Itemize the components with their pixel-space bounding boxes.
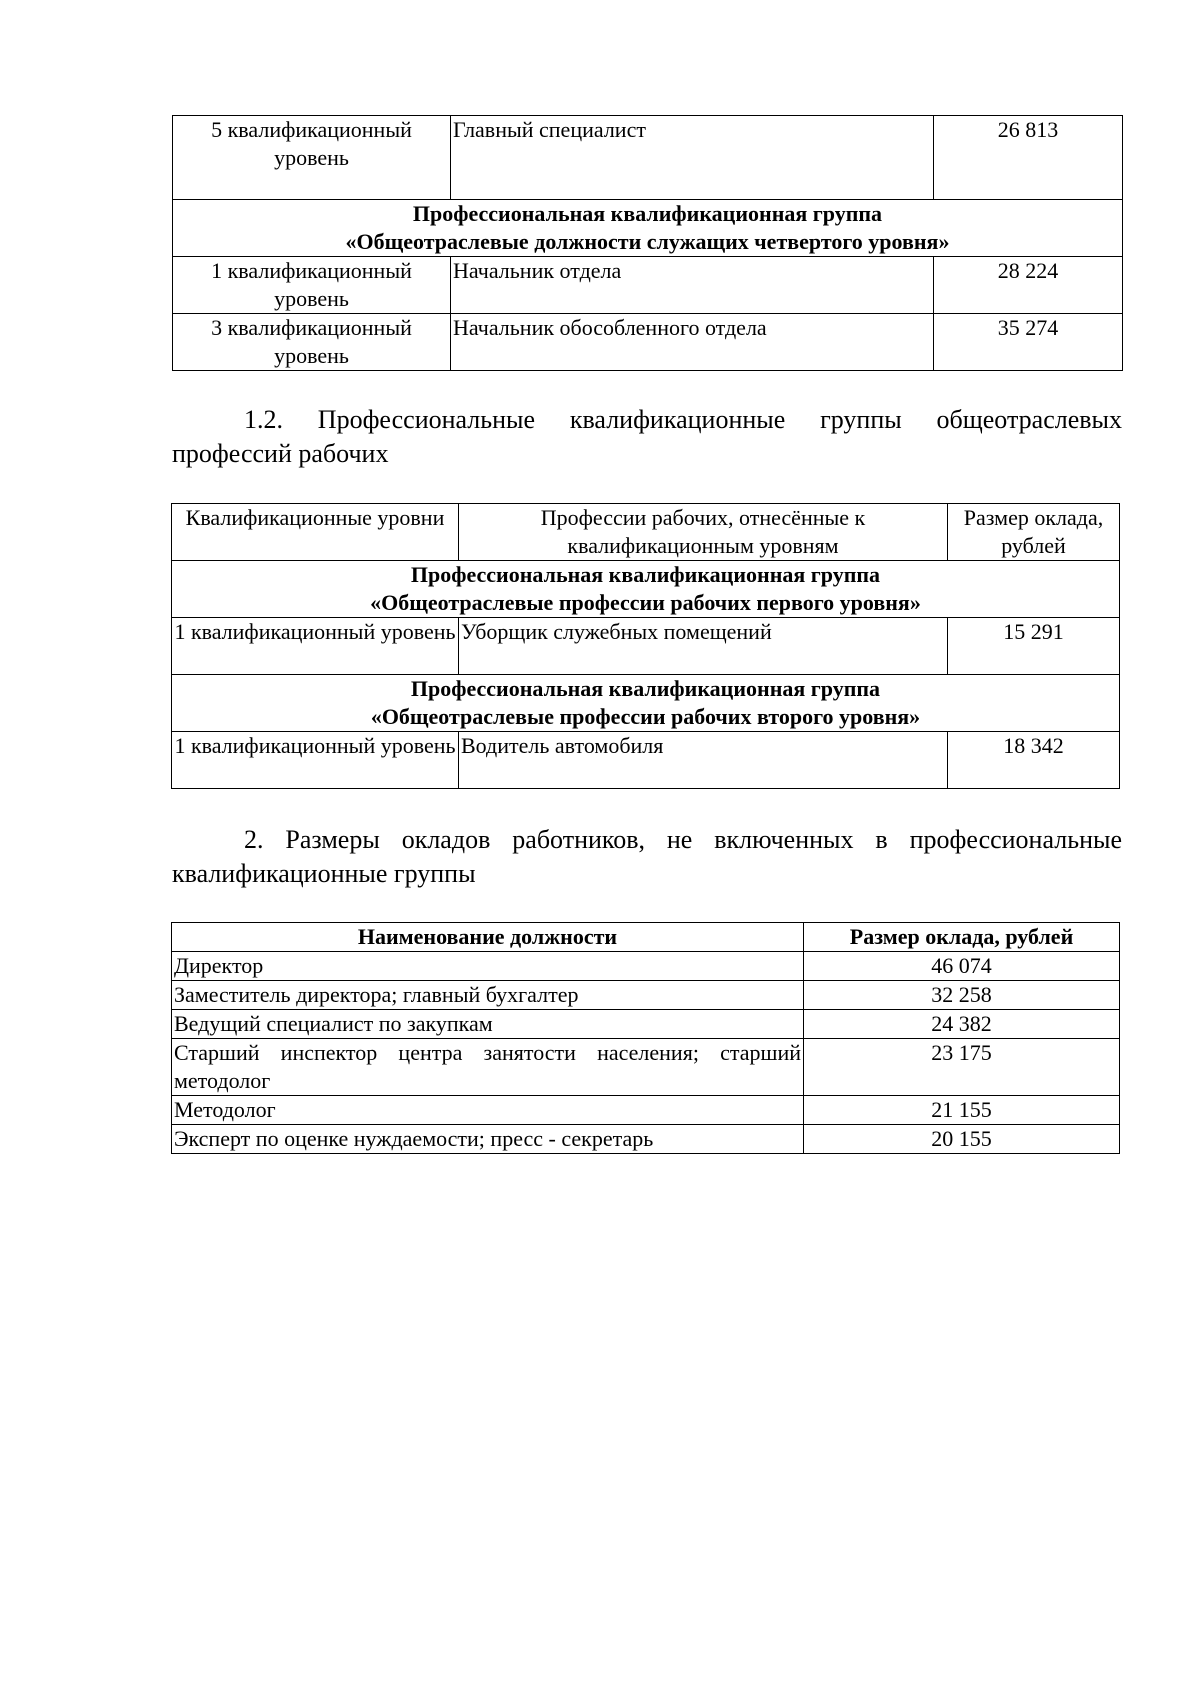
- table-row: [172, 1039, 1120, 1096]
- salary-value: 28 224: [934, 257, 1123, 314]
- position-name: Эксперт по оценке нуждаемости; пресс - секретарь: [172, 1125, 804, 1154]
- position-name: Главный специалист: [451, 116, 934, 200]
- salary-value: 18 342: [948, 732, 1120, 789]
- salary-value: 20 155: [804, 1125, 1120, 1154]
- profession-name: Водитель автомобиля: [459, 732, 948, 789]
- section-heading-2: 2. Размеры окладов работников, не включенных в профессиональные квалификационные группы: [172, 825, 1122, 888]
- salary-value: 35 274: [934, 314, 1123, 371]
- group-subtitle: «Общеотраслевые профессии рабочих второго уровня»: [370, 704, 921, 729]
- group-title: Профессиональная квалификационная группа: [410, 676, 881, 701]
- qualification-level: 1 квалификационный уровень: [173, 257, 451, 314]
- table-row: [172, 1096, 1120, 1125]
- column-header: Размер оклада, рублей: [804, 923, 1120, 952]
- position-name: Старший инспектор центра занятости населения; старший методолог: [172, 1039, 804, 1096]
- profession-name: Уборщик служебных помещений: [459, 618, 948, 675]
- salary-value: 46 074: [804, 952, 1120, 981]
- position-name: Начальник отдела: [451, 257, 934, 314]
- table-row: [172, 1010, 1120, 1039]
- position-name: Ведущий специалист по закупкам: [172, 1010, 804, 1039]
- table-civil-servants-continued: [172, 115, 1123, 371]
- table-row: [172, 1125, 1120, 1154]
- salary-value: 21 155: [804, 1096, 1120, 1125]
- qualification-level: 1 квалификационный уровень: [172, 618, 459, 675]
- table-header-row: [172, 923, 1120, 952]
- column-header: Размер оклада, рублей: [948, 504, 1120, 561]
- salary-value: 15 291: [948, 618, 1120, 675]
- group-header-row: [172, 561, 1120, 618]
- salary-value: 32 258: [804, 981, 1120, 1010]
- table-row: [173, 257, 1123, 314]
- position-name: Методолог: [172, 1096, 804, 1125]
- table-worker-professions: [171, 503, 1120, 789]
- group-subtitle: «Общеотраслевые профессии рабочих первого уровня»: [370, 590, 921, 615]
- group-header-row: [172, 675, 1120, 732]
- table-row: [172, 952, 1120, 981]
- group-subtitle: «Общеотраслевые должности служащих четвертого уровня»: [345, 229, 950, 254]
- group-title: Профессиональная квалификационная группа: [412, 201, 883, 226]
- position-name: Заместитель директора; главный бухгалтер: [172, 981, 804, 1010]
- salary-value: 23 175: [804, 1039, 1120, 1096]
- table-row: [172, 981, 1120, 1010]
- qualification-level: 3 квалификационный уровень: [173, 314, 451, 371]
- salary-value: 24 382: [804, 1010, 1120, 1039]
- qualification-level: 1 квалификационный уровень: [172, 732, 459, 789]
- table-other-positions: [171, 922, 1120, 1154]
- table-row: [172, 618, 1120, 675]
- table-row: [172, 732, 1120, 789]
- table-header-row: [172, 504, 1120, 561]
- section-heading-1-2: 1.2. Профессиональные квалификационные группы общеотраслевых профессий рабочих: [172, 405, 1122, 468]
- group-header: [173, 200, 1123, 257]
- qualification-level: 5 квалификационный уровень: [173, 116, 451, 200]
- group-header: [172, 675, 1120, 732]
- column-header: Квалификационные уровни: [172, 504, 459, 561]
- column-header: Профессии рабочих, отнесённые к квалификационным уровням: [459, 504, 948, 561]
- table-row: [173, 116, 1123, 200]
- group-header-row: [173, 200, 1123, 257]
- group-title: Профессиональная квалификационная группа: [410, 562, 881, 587]
- position-name: Начальник обособленного отдела: [451, 314, 934, 371]
- table-row: [173, 314, 1123, 371]
- group-header: [172, 561, 1120, 618]
- salary-value: 26 813: [934, 116, 1123, 200]
- position-name: Директор: [172, 952, 804, 981]
- column-header: Наименование должности: [172, 923, 804, 952]
